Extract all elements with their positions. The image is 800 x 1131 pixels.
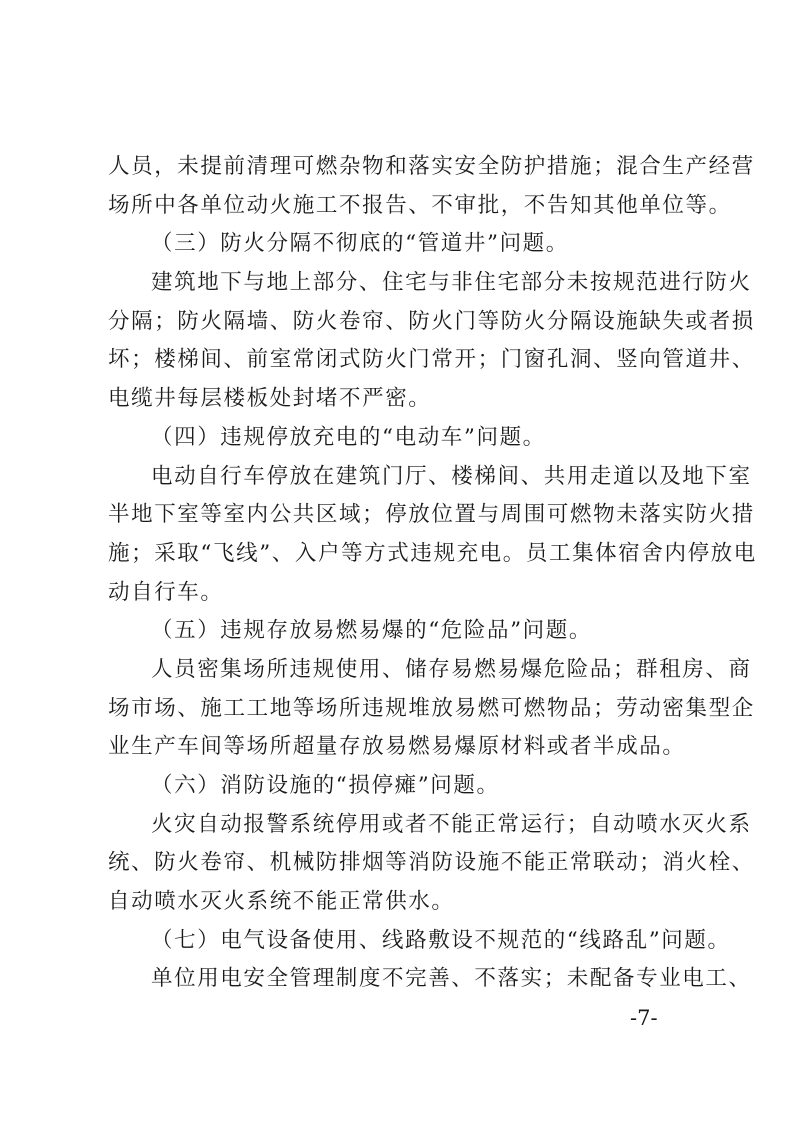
body-text-line: 半地下室等室内公共区域；停放位置与周围可燃物未落实防火措 bbox=[108, 502, 755, 528]
section-heading: （四）违规停放充电的“电动车”问题。 bbox=[151, 424, 546, 450]
body-text-line: 火灾自动报警系统停用或者不能正常运行；自动喷水灭火系 bbox=[151, 811, 752, 837]
body-text-line: 分隔；防火隔墙、防火卷帘、防火门等防火分隔设施缺失或者损 bbox=[108, 308, 755, 334]
body-text-line: 电动自行车停放在建筑门厅、楼梯间、共用走道以及地下室 bbox=[151, 463, 752, 489]
body-text-line: 电缆井每层楼板处封堵不严密。 bbox=[108, 386, 432, 412]
body-text-line: 施；采取“飞线”、入户等方式违规充电。员工集体宿舍内停放电 bbox=[108, 540, 757, 566]
section-heading: （六）消防设施的“损停瘫”问题。 bbox=[151, 773, 500, 798]
body-text-line: 自动喷水灭火系统不能正常供水。 bbox=[108, 889, 455, 915]
section-heading: （七）电气设备使用、线路敷设不规范的“线路乱”问题。 bbox=[151, 927, 731, 953]
page-number: -7- bbox=[630, 1006, 658, 1030]
section-heading: （三）防火分隔不彻底的“管道井”问题。 bbox=[151, 231, 569, 257]
body-text-line: 建筑地下与地上部分、住宅与非住宅部分未按规范进行防火 bbox=[151, 270, 752, 296]
body-text-line: 业生产车间等场所超量存放易燃易爆原材料或者半成品。 bbox=[108, 734, 686, 760]
body-text-line: 场所中各单位动火施工不报告、不审批，不告知其他单位等。 bbox=[108, 192, 732, 218]
body-text-line: 人员，未提前清理可燃杂物和落实安全防护措施；混合生产经营 bbox=[108, 154, 755, 179]
body-text-line: 统、防火卷帘、机械防排烟等消防设施不能正常联动；消火栓、 bbox=[108, 850, 755, 876]
body-text-line: 坏；楼梯间、前室常闭式防火门常开；门窗孔洞、竖向管道井、 bbox=[108, 347, 755, 373]
body-text-line: 单位用电安全管理制度不完善、不落实；未配备专业电工、 bbox=[151, 966, 752, 992]
body-text-line: 人员密集场所违规使用、储存易燃易爆危险品；群租房、商 bbox=[151, 656, 752, 682]
section-heading: （五）违规存放易燃易爆的“危险品”问题。 bbox=[151, 618, 592, 644]
body-text-line: 动自行车。 bbox=[108, 579, 224, 605]
body-text-line: 场市场、施工工地等场所违规堆放易燃可燃物品；劳动密集型企 bbox=[108, 695, 755, 721]
document-body bbox=[108, 148, 757, 999]
